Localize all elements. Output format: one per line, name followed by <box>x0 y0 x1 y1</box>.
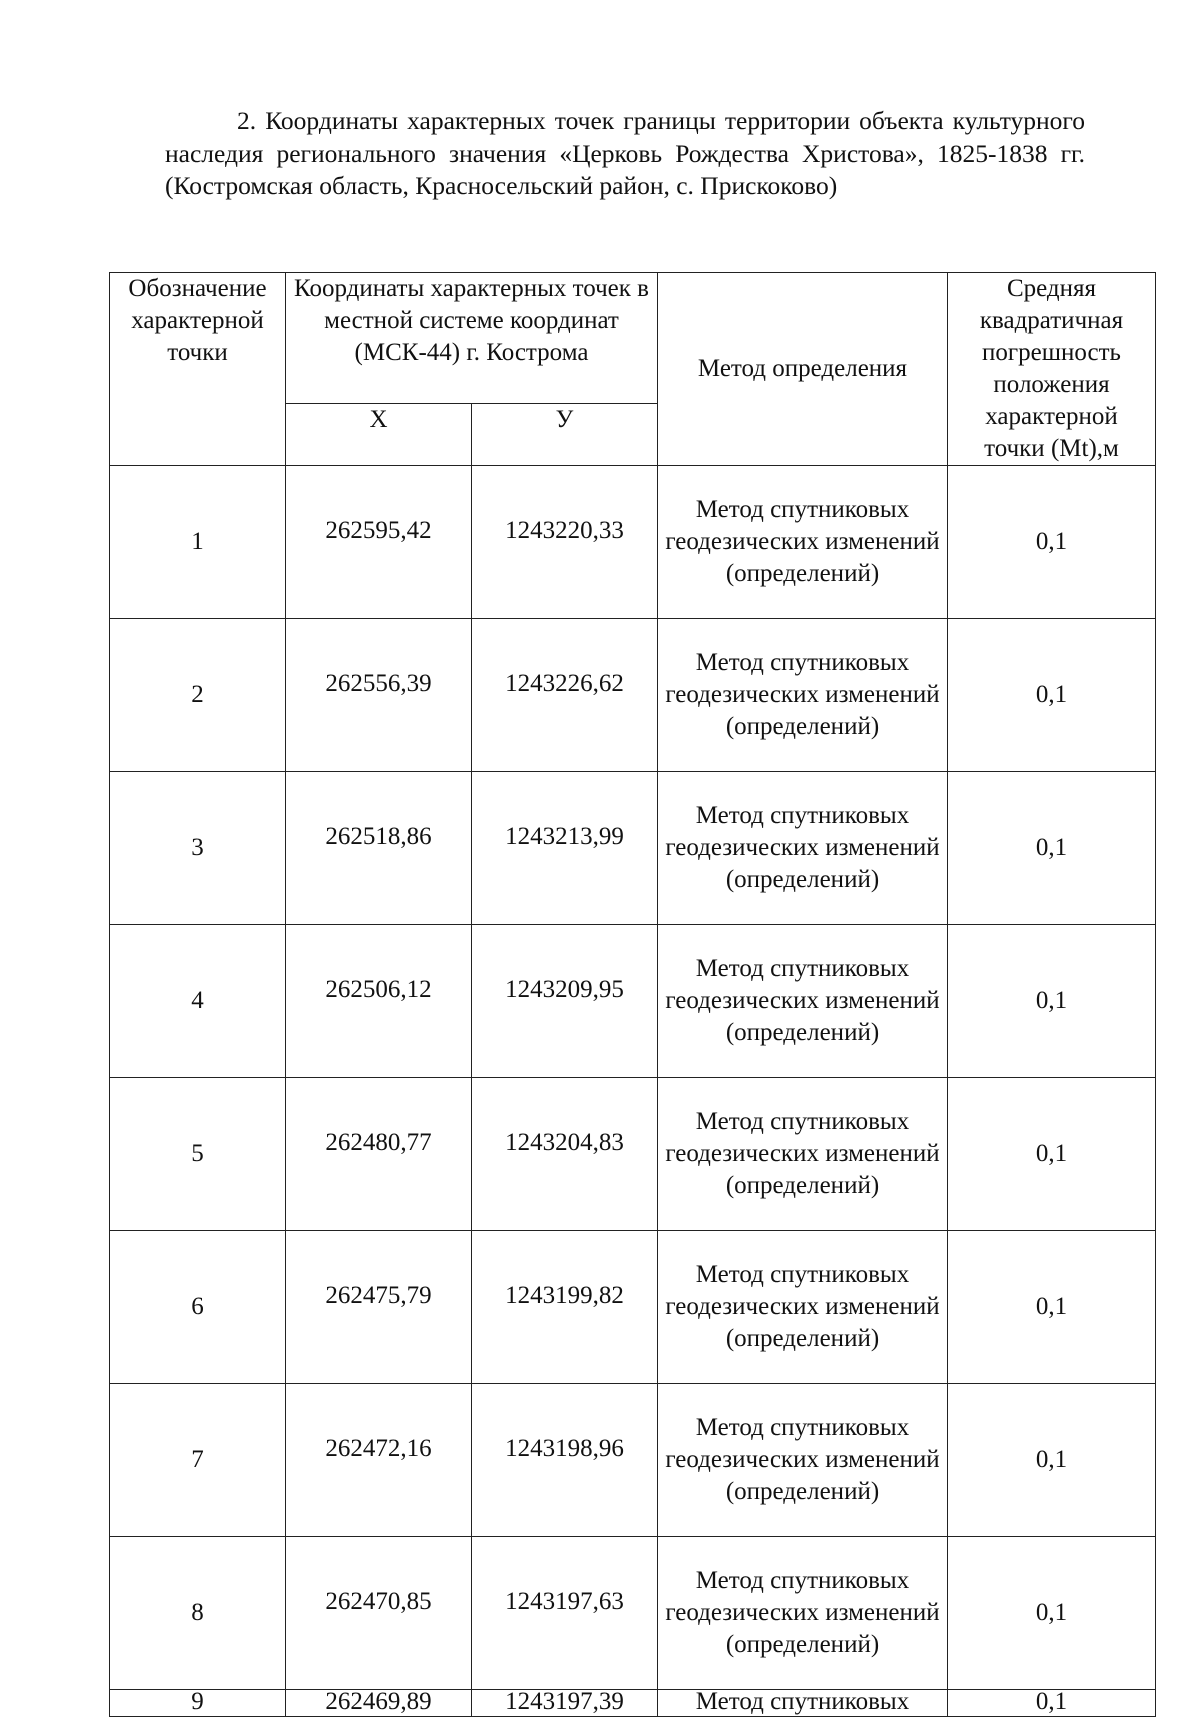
header-y: У <box>472 404 658 466</box>
point-number: 7 <box>110 1384 286 1537</box>
method: Метод спутниковых геодезических изменений (определений) <box>658 1537 948 1690</box>
table-row <box>110 925 1156 1078</box>
table-header-row <box>110 273 1156 404</box>
coord-y: 1243213,99 <box>472 772 658 925</box>
point-number: 4 <box>110 925 286 1078</box>
method: Метод спутниковых геодезических изменений (определений) <box>658 466 948 619</box>
coord-x: 262470,85 <box>286 1537 472 1690</box>
header-error: Средняя квадратичная погрешность положения характерной точки (Mt),м <box>948 273 1156 466</box>
point-number: 1 <box>110 466 286 619</box>
header-point: Обозначение характерной точки <box>110 273 286 466</box>
method: Метод спутниковых геодезических изменений (определений) <box>658 1078 948 1231</box>
point-number: 8 <box>110 1537 286 1690</box>
mean-error: 0,1 <box>948 1231 1156 1384</box>
table-row <box>110 1690 1156 1717</box>
mean-error: 0,1 <box>948 1537 1156 1690</box>
mean-error: 0,1 <box>948 1384 1156 1537</box>
mean-error: 0,1 <box>948 1078 1156 1231</box>
point-number: 2 <box>110 619 286 772</box>
coord-x: 262480,77 <box>286 1078 472 1231</box>
table-row <box>110 619 1156 772</box>
coord-x: 262556,39 <box>286 619 472 772</box>
method: Метод спутниковых геодезических изменений (определений) <box>658 619 948 772</box>
header-method: Метод определения <box>658 273 948 466</box>
table-row <box>110 1384 1156 1537</box>
point-number: 6 <box>110 1231 286 1384</box>
document-heading: 2. Координаты характерных точек границы территории объекта культурного наследия регионального значения «Церковь Рождества Христова», 1825-1838 гг. (Костромская область, Красносельский район, с. Прискоково) <box>165 106 1085 200</box>
header-x: Х <box>286 404 472 466</box>
coord-y: 1243209,95 <box>472 925 658 1078</box>
method: Метод спутниковых геодезических изменений (определений) <box>658 1231 948 1384</box>
coord-x: 262518,86 <box>286 772 472 925</box>
coordinates-table <box>109 272 1156 1717</box>
coord-y: 1243197,63 <box>472 1537 658 1690</box>
mean-error: 0,1 <box>948 619 1156 772</box>
method: Метод спутниковых геодезических изменений (определений) <box>658 772 948 925</box>
method: Метод спутниковых геодезических изменений (определений) <box>658 925 948 1078</box>
method: Метод спутниковых геодезических изменений (определений) <box>658 1384 948 1537</box>
point-number: 3 <box>110 772 286 925</box>
table-row <box>110 466 1156 619</box>
point-number: 5 <box>110 1078 286 1231</box>
table-row <box>110 1078 1156 1231</box>
coord-x: 262475,79 <box>286 1231 472 1384</box>
coord-x: 262469,89 <box>286 1690 472 1717</box>
coord-y: 1243220,33 <box>472 466 658 619</box>
method: Метод спутниковых <box>658 1690 948 1717</box>
table-row <box>110 772 1156 925</box>
coord-x: 262595,42 <box>286 466 472 619</box>
table-row <box>110 1231 1156 1384</box>
coord-x: 262506,12 <box>286 925 472 1078</box>
coord-y: 1243198,96 <box>472 1384 658 1537</box>
coord-y: 1243197,39 <box>472 1690 658 1717</box>
coord-y: 1243226,62 <box>472 619 658 772</box>
mean-error: 0,1 <box>948 925 1156 1078</box>
coord-y: 1243199,82 <box>472 1231 658 1384</box>
point-number: 9 <box>110 1690 286 1717</box>
mean-error: 0,1 <box>948 466 1156 619</box>
coord-x: 262472,16 <box>286 1384 472 1537</box>
coord-y: 1243204,83 <box>472 1078 658 1231</box>
mean-error: 0,1 <box>948 1690 1156 1717</box>
header-coordinates: Координаты характерных точек в местной системе координат (МСК-44) г. Кострома <box>286 273 658 404</box>
mean-error: 0,1 <box>948 772 1156 925</box>
table-row <box>110 1537 1156 1690</box>
